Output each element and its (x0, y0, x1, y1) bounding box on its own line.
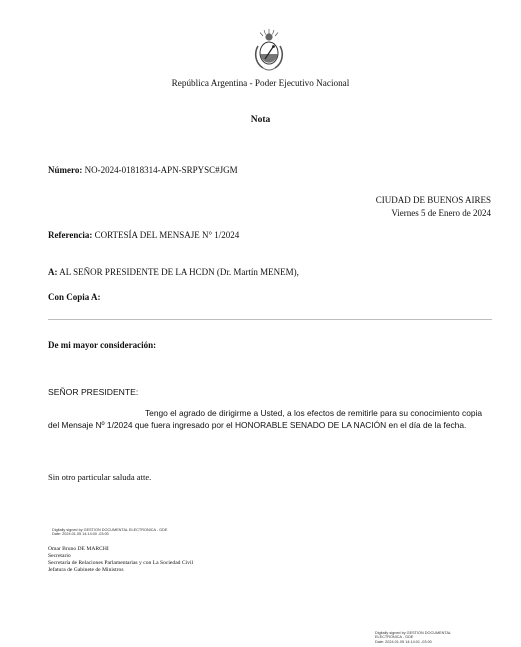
coat-of-arms-icon (253, 28, 285, 74)
institution-header: República Argentina - Poder Ejecutivo Nacional (171, 78, 350, 88)
destinatario-value: AL SEÑOR PRESIDENTE DE LA HCDN (Dr. Martín MENEM), (59, 267, 299, 277)
document-type-title: Nota (250, 115, 271, 125)
signer-title: Secretario (48, 553, 71, 559)
place-date-block (376, 194, 491, 220)
referencia-label: Referencia: (48, 230, 93, 240)
reference (48, 230, 239, 240)
signer-area: Secretaría de Relaciones Parlamentarias y con La Sociedad Civil (48, 560, 194, 566)
stamp-line: Digitally signed by GESTION DOCUMENTAL ELECTRONICA - GDE (52, 528, 168, 532)
digital-signature-stamp (52, 528, 167, 537)
closing: Sin otro particular saluda atte. (48, 472, 152, 482)
body-text: Tengo el agrado de dirigirme a Usted, a los efectos de remitirle para su conocimiento copia del Mensaje Nº 1/2024 que fuera ingresado por el HONORABLE SENADO DE LA NACIÓN en el día de la fecha. (48, 408, 483, 430)
body-paragraph (48, 407, 492, 431)
copy-to-label: Con Copia A: (48, 292, 101, 302)
stamp-date: Date: 2024.01.05 14:14:01 -03:00 (375, 639, 432, 644)
numero-value: NO-2024-01818314-APN-SRPYSC#JGM (84, 165, 238, 175)
digital-signature-stamp-footer (375, 631, 451, 644)
stamp-line: ELECTRONICA - GDE (375, 635, 414, 640)
document-number (48, 165, 238, 175)
city: CIUDAD DE BUENOS AIRES (375, 195, 491, 205)
salutation: SEÑOR PRESIDENTE: (48, 387, 139, 397)
recipient (48, 267, 299, 277)
signer-organization: Jefatura de Gabinete de Ministros (48, 567, 124, 573)
referencia-value: CORTESÍA DEL MENSAJE N° 1/2024 (94, 230, 240, 240)
date: Viernes 5 de Enero de 2024 (391, 208, 491, 218)
opening-greeting: De mi mayor consideración: (48, 340, 157, 350)
signer-block (48, 546, 193, 574)
stamp-date: Date: 2024.01.05 14:14:00 -03:00 (52, 532, 109, 537)
numero-label: Número: (48, 165, 83, 175)
destinatario-label: A: (48, 267, 58, 277)
stamp-line: Digitally signed by GESTION DOCUMENTAL (375, 631, 452, 635)
signer-name: Omar Bruno DE MARCHI (48, 546, 109, 552)
divider (48, 319, 492, 320)
